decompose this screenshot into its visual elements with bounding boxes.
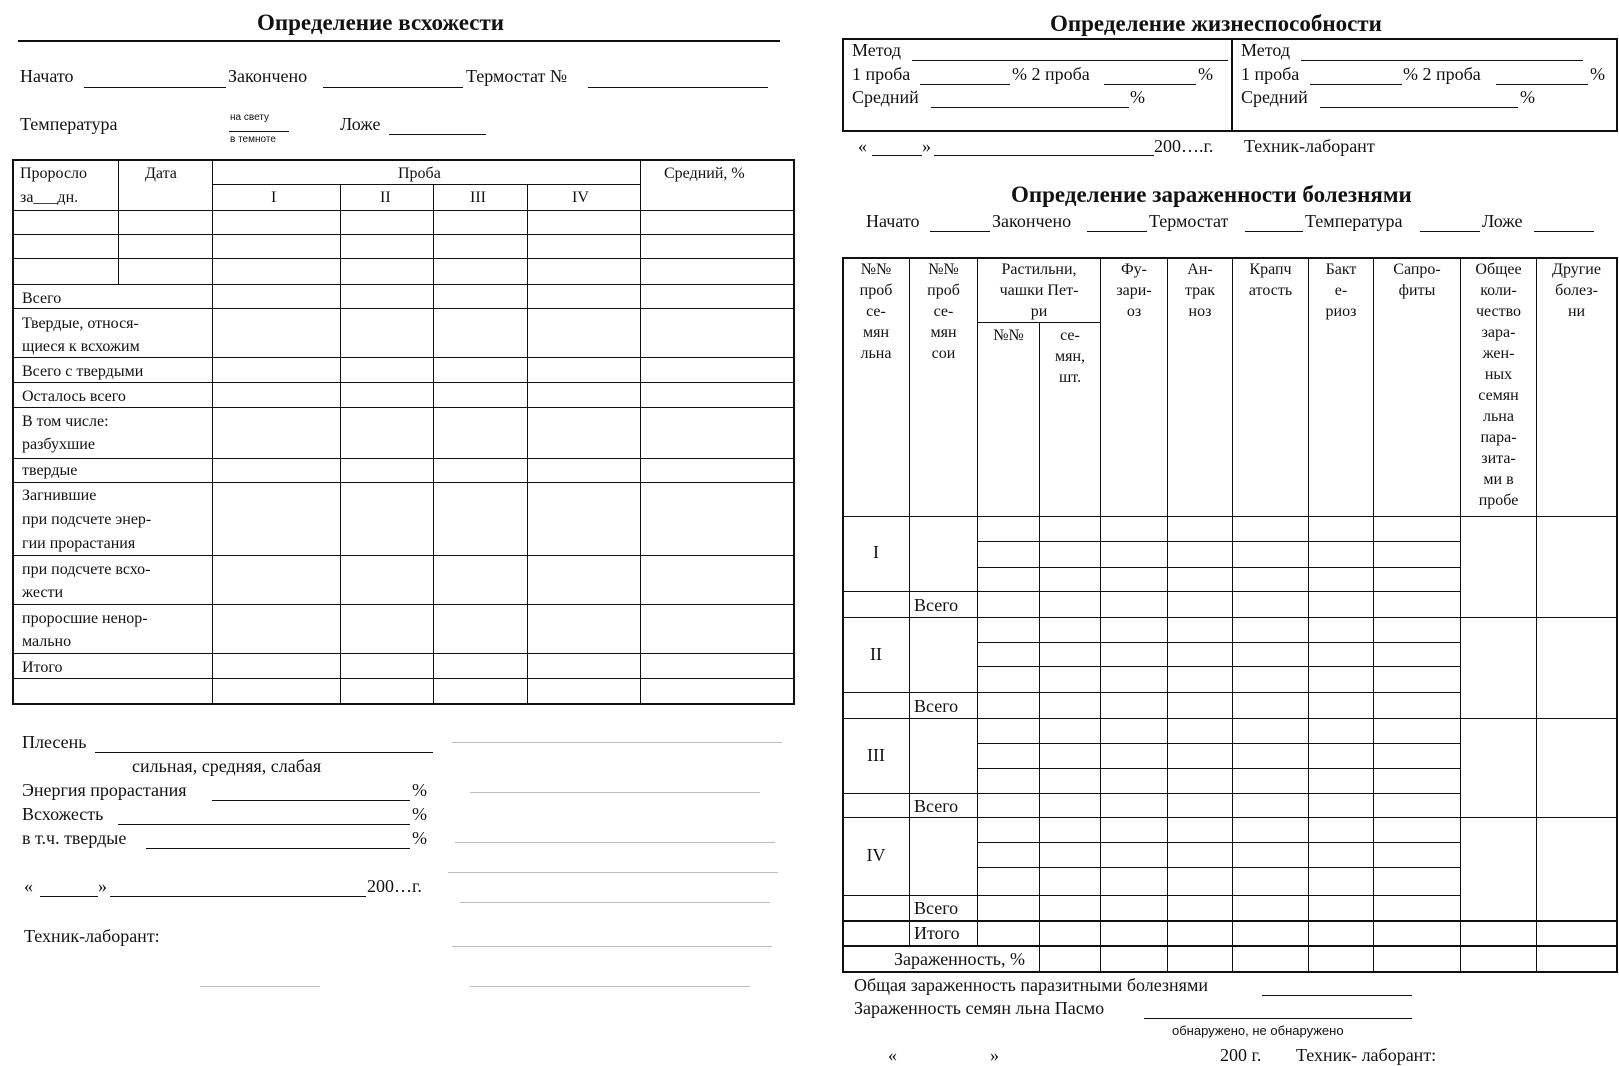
bed-field[interactable]	[1534, 231, 1594, 232]
header-total-infected: Общее коли- чество зара- жен- ных семян льна пара- зита- ми в пробе	[1475, 261, 1522, 509]
sample2-label: % 2 проба	[1012, 64, 1090, 84]
pasmo-label: Зараженность семян льна Пасмо	[854, 998, 1105, 1018]
date-year: 200…г.	[367, 876, 422, 896]
group-label: I	[873, 542, 879, 562]
date-year: 200 г.	[1220, 1045, 1262, 1065]
finished-field[interactable]	[323, 87, 463, 88]
group-total-label: Всего	[914, 898, 959, 918]
sample-number: IV	[572, 189, 589, 206]
pasmo-field[interactable]	[1144, 1018, 1412, 1019]
row-label: при подсчете всхо-	[22, 561, 151, 578]
sample2-percent: %	[1590, 64, 1605, 84]
incl-hard-field[interactable]	[146, 848, 410, 849]
technician-label: Техник-лаборант:	[24, 926, 160, 946]
sample1-field[interactable]	[920, 84, 1010, 85]
mold-options: сильная, средняя, слабая	[132, 756, 322, 776]
sample2-field[interactable]	[1104, 84, 1196, 85]
group-total-label: Всего	[914, 796, 959, 816]
germ-rate-percent: %	[412, 804, 427, 824]
group-total-label: Всего	[914, 595, 959, 615]
group-label: II	[870, 644, 882, 664]
header-petri-dishes: Растильни, чашки Пет- ри	[999, 261, 1079, 320]
germ-rate-field[interactable]	[118, 824, 410, 825]
date-day-field[interactable]	[872, 155, 922, 156]
average-field[interactable]	[931, 107, 1129, 108]
infection-label: Зараженность, %	[894, 949, 1025, 969]
bed-label: Ложе	[1482, 211, 1523, 231]
detected-hint: обнаружено, не обнаружено	[1172, 1023, 1344, 1038]
date-close-quote: »	[98, 876, 107, 896]
sample2-percent: %	[1198, 64, 1213, 84]
col-sprouted-days: за___дн.	[20, 189, 79, 206]
header-saprophytes: Сапро- фиты	[1393, 261, 1441, 299]
sample-number: II	[380, 189, 391, 206]
temperature-label: Температура	[20, 114, 118, 134]
header-petri-number: №№	[993, 327, 1024, 344]
header-anthracnose: Ан- трак ноз	[1184, 261, 1216, 320]
disease-title: Определение зараженности болезнями	[1011, 182, 1412, 207]
energy-label: Энергия прорастания	[22, 780, 187, 800]
row-label: Осталось всего	[22, 388, 126, 405]
sample2-label: % 2 проба	[1403, 64, 1481, 84]
row-label: твердые	[22, 462, 78, 479]
col-sample: Проба	[398, 165, 441, 182]
fraction-rule	[229, 131, 289, 132]
method-field[interactable]	[1301, 60, 1583, 61]
header-soy-samples: №№ проб се- мян сои	[927, 261, 960, 362]
group-label: IV	[866, 845, 886, 865]
started-field[interactable]	[930, 231, 990, 232]
viability-title: Определение жизнеспособности	[1050, 11, 1382, 36]
row-label: гии прорастания	[22, 535, 136, 552]
header-bacteriosis: Бакт е- риоз	[1325, 261, 1357, 320]
method-label: Метод	[1241, 40, 1291, 60]
row-label: разбухшие	[22, 436, 95, 453]
thermostat-label: Термостат	[1149, 211, 1229, 231]
row-label: щиеся к всхожим	[22, 338, 140, 355]
header-fusarium: Фу- зари- оз	[1116, 261, 1152, 320]
method-label: Метод	[852, 40, 902, 60]
sample2-field[interactable]	[1496, 84, 1588, 85]
row-label: мально	[22, 633, 72, 650]
title-rule	[18, 40, 780, 42]
finished-field[interactable]	[1087, 231, 1147, 232]
incl-hard-percent: %	[412, 828, 427, 848]
row-label: В том числе:	[22, 413, 109, 430]
sample1-label: 1 проба	[1241, 64, 1300, 84]
header-other-diseases: Другие болез- ни	[1552, 261, 1601, 320]
col-sprouted: Проросло	[20, 165, 88, 182]
col-average: Средний, %	[664, 165, 745, 182]
header-petri-seeds: се- мян, шт.	[1054, 327, 1086, 386]
incl-hard-label: в т.ч. твердые	[22, 828, 127, 848]
date-open-quote: «	[888, 1045, 897, 1065]
date-year: 200….г.	[1154, 136, 1214, 156]
date-open-quote: «	[858, 136, 867, 156]
sample1-label: 1 проба	[852, 64, 911, 84]
row-label: Итого	[22, 659, 63, 676]
in-dark-label: в темноте	[230, 134, 276, 145]
started-label: Начато	[20, 66, 74, 86]
in-light-label: на свету	[230, 112, 269, 123]
temperature-field[interactable]	[1420, 231, 1480, 232]
bed-field[interactable]	[389, 134, 486, 135]
row-label: Всего	[22, 290, 62, 307]
header-spotting: Крапч атость	[1248, 261, 1293, 299]
temperature-label: Температура	[1305, 211, 1403, 231]
germination-title: Определение всхожести	[257, 10, 505, 35]
sample-number: III	[470, 189, 486, 206]
average-label: Средний	[852, 87, 919, 107]
started-label: Начато	[866, 211, 920, 231]
row-label: Загнившие	[22, 487, 97, 504]
general-parasitic-label: Общая зараженность паразитными болезнями	[854, 975, 1208, 995]
row-label: Твердые, относя-	[22, 315, 139, 332]
mold-field[interactable]	[95, 752, 433, 753]
technician-label: Техник-лаборант	[1244, 136, 1375, 156]
average-label: Средний	[1241, 87, 1308, 107]
mold-label: Плесень	[22, 732, 87, 752]
grand-total-label: Итого	[914, 923, 960, 943]
finished-label: Закончено	[228, 66, 308, 86]
date-open-quote: «	[24, 876, 33, 896]
technician-label: Техник- лаборант:	[1296, 1045, 1437, 1065]
finished-label: Закончено	[992, 211, 1072, 231]
energy-field[interactable]	[212, 800, 410, 801]
row-label: Всего с твердыми	[22, 363, 144, 380]
row-label: жести	[22, 584, 63, 601]
row-label: проросшие ненор-	[22, 610, 148, 627]
date-month-field[interactable]	[110, 896, 366, 897]
energy-percent: %	[412, 780, 427, 800]
average-percent: %	[1130, 87, 1145, 107]
date-month-field[interactable]	[934, 155, 1154, 156]
sample-number: I	[271, 189, 277, 206]
germ-rate-label: Всхожесть	[22, 804, 104, 824]
thermostat-label: Термостат №	[466, 66, 568, 86]
group-total-label: Всего	[914, 696, 959, 716]
header-flax-samples: №№ проб се- мян льна	[859, 261, 893, 362]
col-date: Дата	[145, 165, 177, 182]
started-field[interactable]	[84, 87, 226, 88]
general-parasitic-field[interactable]	[1262, 995, 1412, 996]
bed-label: Ложе	[340, 114, 381, 134]
average-percent: %	[1520, 87, 1535, 107]
date-day-field[interactable]	[40, 896, 98, 897]
average-field[interactable]	[1320, 107, 1518, 108]
row-label: при подсчете энер-	[22, 511, 152, 528]
date-close-quote: »	[922, 136, 931, 156]
group-label: III	[867, 745, 885, 765]
sample1-field[interactable]	[1310, 84, 1402, 85]
method-field[interactable]	[912, 60, 1228, 61]
date-close-quote: »	[990, 1045, 999, 1065]
thermostat-field[interactable]	[1245, 231, 1303, 232]
thermostat-field[interactable]	[588, 87, 768, 88]
